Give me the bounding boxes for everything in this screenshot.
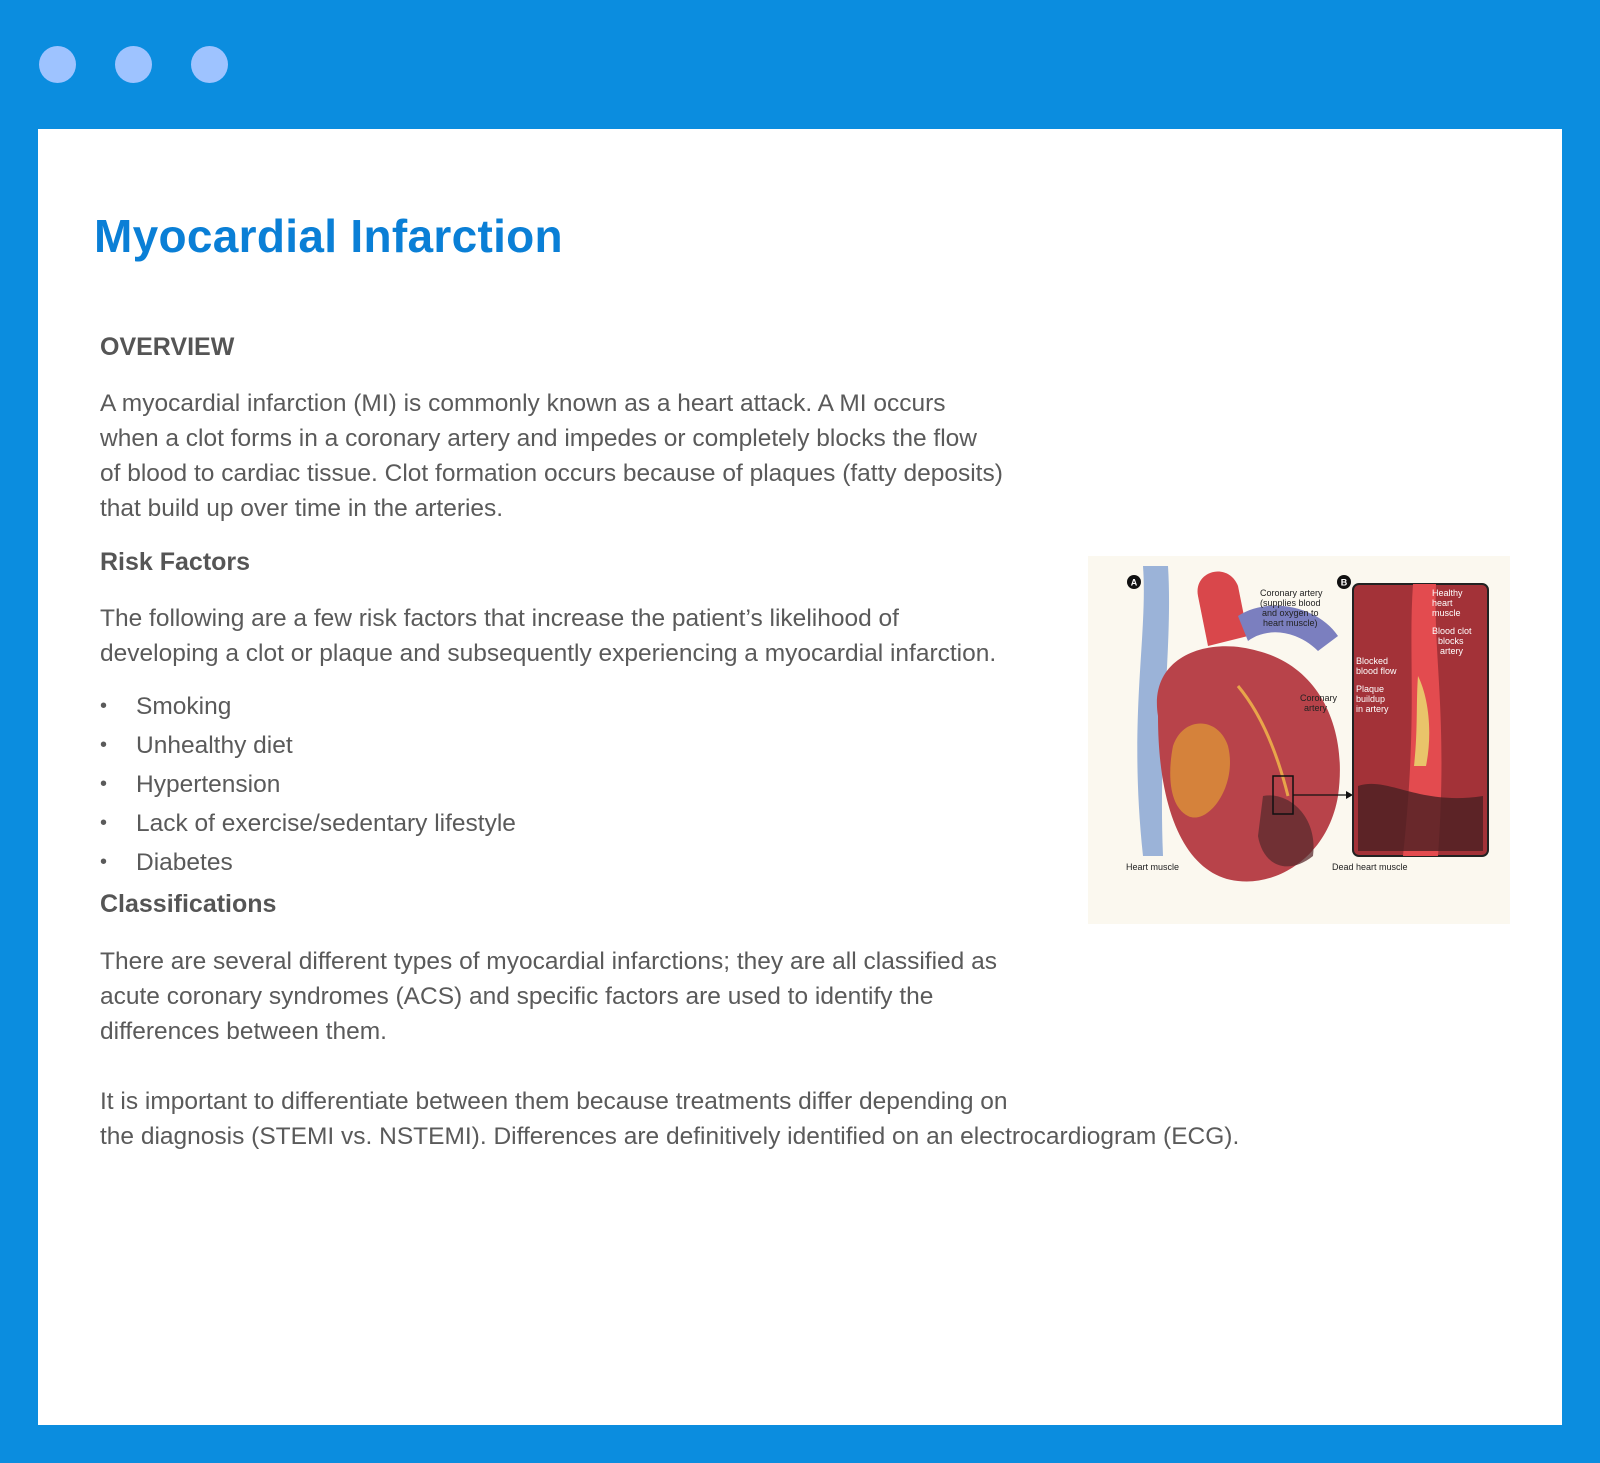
text-line: The following are a few risk factors that increase the patient’s likelihood of	[100, 605, 899, 632]
text-line: A myocardial infarction (MI) is commonly known as a heart attack. A MI occurs	[100, 390, 946, 417]
classifications-text-2	[100, 1084, 1239, 1154]
list-item-label: Hypertension	[136, 771, 281, 798]
classifications-heading: Classifications	[100, 890, 277, 918]
bullet: •	[100, 695, 108, 717]
list-item	[100, 726, 516, 765]
text-line: developing a clot or plaque and subsequently experiencing a myocardial infarction.	[100, 640, 997, 667]
text-line: There are several different types of myocardial infarctions; they are all classified as	[100, 948, 997, 975]
bullet: •	[100, 851, 108, 873]
window-control-dot[interactable]	[39, 46, 76, 83]
label-coronary-artery: Coronary artery	[1260, 588, 1323, 598]
text-line: when a clot forms in a coronary artery and impedes or completely blocks the flow	[100, 425, 977, 452]
label-blood-clot: Blood clot	[1432, 626, 1472, 636]
text-line: It is important to differentiate between them because treatments differ depending on	[100, 1088, 1008, 1115]
risk-factors-heading: Risk Factors	[100, 548, 251, 576]
label-blood-clot: blocks	[1438, 636, 1464, 646]
content-panel	[38, 129, 1562, 1425]
label-coronary-artery: heart muscle)	[1263, 618, 1318, 628]
text-line: acute coronary syndromes (ACS) and specific factors are used to identify the	[100, 983, 934, 1010]
label-blocked-flow: Blocked	[1356, 656, 1389, 666]
text-line: that build up over time in the arteries.	[100, 495, 504, 522]
list-item	[100, 843, 516, 882]
bullet: •	[100, 734, 108, 756]
list-item	[100, 804, 516, 843]
list-item-label: Diabetes	[136, 849, 233, 876]
label-coronary-artery: (supplies blood	[1260, 598, 1321, 608]
artery-closeup	[1353, 584, 1488, 856]
heart-attack-illustration	[1088, 556, 1510, 924]
overview-text	[100, 386, 1003, 526]
risk-factors-text	[100, 601, 996, 671]
risk-factor-list	[100, 687, 516, 882]
list-item	[100, 765, 516, 804]
label-plaque: in artery	[1356, 704, 1389, 714]
label-heart-muscle: Heart muscle	[1126, 862, 1180, 872]
panel-a-label: A	[1130, 577, 1138, 588]
list-item-label: Smoking	[136, 693, 232, 720]
label-healthy: heart	[1432, 598, 1453, 608]
label-coronary-artery: and oxygen to	[1262, 608, 1319, 618]
classifications-text	[100, 944, 997, 1049]
label-blood-clot: artery	[1440, 646, 1464, 656]
label-coronary: artery	[1304, 703, 1328, 713]
overview-heading: OVERVIEW	[100, 333, 235, 361]
window-control-dot[interactable]	[191, 46, 228, 83]
text-line: differences between them.	[100, 1018, 387, 1045]
list-item-label: Unhealthy diet	[136, 732, 293, 759]
list-item	[100, 687, 516, 726]
bullet: •	[100, 773, 108, 795]
bullet: •	[100, 812, 108, 834]
label-healthy: Healthy	[1432, 588, 1463, 598]
list-item-label: Lack of exercise/sedentary lifestyle	[136, 810, 516, 837]
label-plaque: buildup	[1356, 694, 1386, 704]
label-blocked-flow: blood flow	[1356, 666, 1397, 676]
window-control-dot[interactable]	[115, 46, 152, 83]
page-title: Myocardial Infarction	[94, 210, 563, 262]
label-coronary: Coronary	[1300, 693, 1338, 703]
label-dead-heart-muscle: Dead heart muscle	[1332, 862, 1408, 872]
label-healthy: muscle	[1432, 608, 1461, 618]
text-line: of blood to cardiac tissue. Clot formation occurs because of plaques (fatty deposits)	[100, 460, 1003, 487]
panel-b-label: B	[1340, 577, 1348, 588]
text-line: the diagnosis (STEMI vs. NSTEMI). Differences are definitively identified on an electrocardiogram (ECG).	[100, 1123, 1240, 1150]
label-plaque: Plaque	[1356, 684, 1385, 694]
